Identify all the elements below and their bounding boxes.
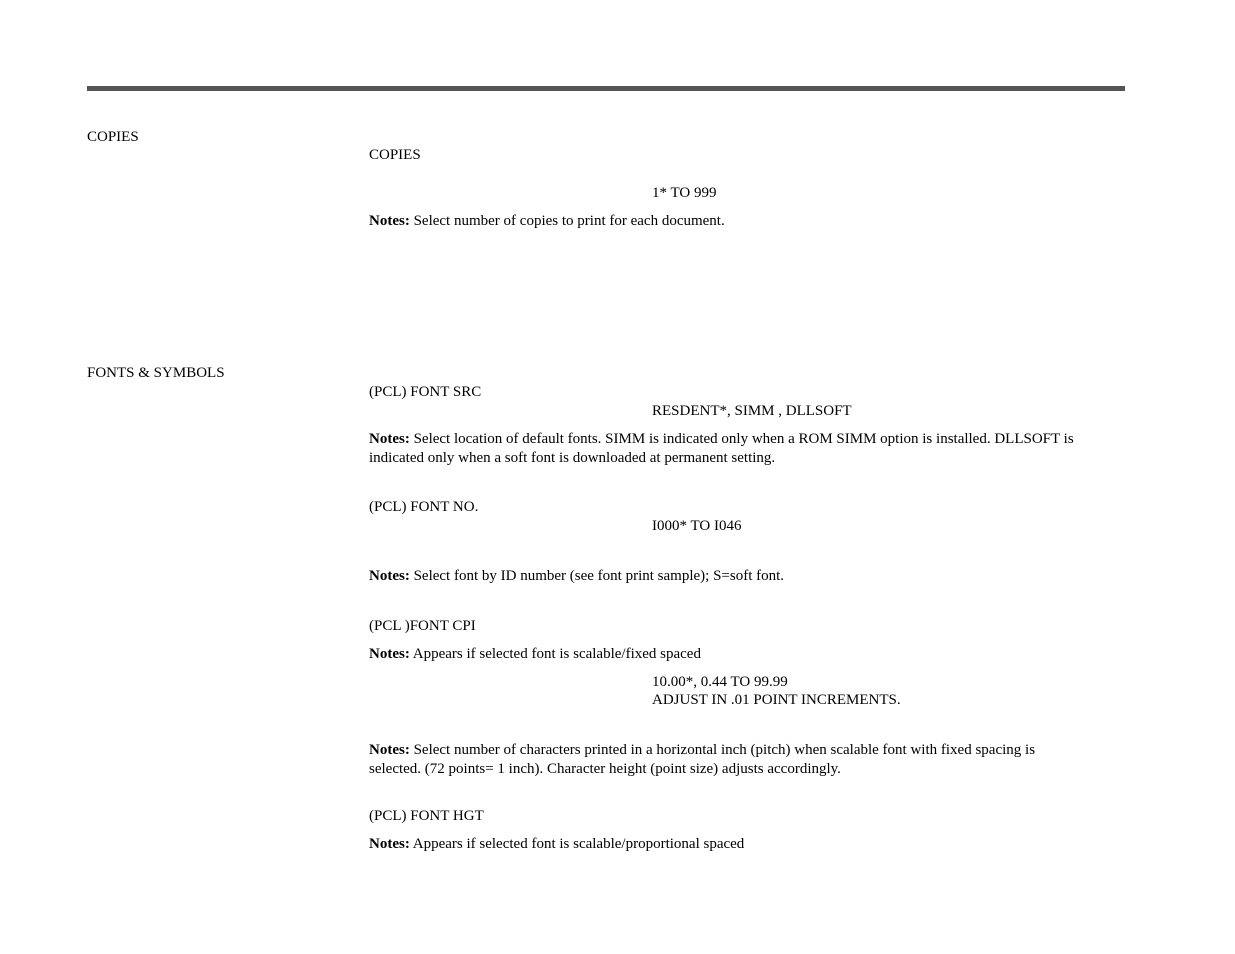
header-rule [87,86,1125,91]
notes-label: Notes: [369,836,410,852]
section-heading-fonts: FONTS & SYMBOLS [87,365,225,381]
notes-copies [369,212,1089,231]
notes-label: Notes: [369,742,410,758]
setting-values-font-src: RESDENT*, SIMM , DLLSOFT [652,403,852,419]
notes-label: Notes: [369,646,410,662]
setting-values-font-cpi: 10.00*, 0.44 TO 99.99 [652,674,788,690]
notes-font-src [369,430,1089,468]
notes-text: Select number of characters printed in a horizontal inch (pitch) when scalable font with fixed spacing is selected. (72 points= 1 inch). Character height (point size) adjusts accordingly. [369,742,1036,777]
appears-note-font-hgt [369,835,1089,854]
setting-name-font-no: (PCL) FONT NO. [369,499,479,515]
notes-font-cpi [369,741,1089,779]
notes-text: Select font by ID number (see font print sample); S=soft font. [409,568,785,584]
setting-name-font-hgt: (PCL) FONT HGT [369,808,484,824]
notes-label: Notes: [369,213,410,229]
notes-text: Appears if selected font is scalable/proportional spaced [409,836,745,852]
notes-text: Appears if selected font is scalable/fixed spaced [409,646,701,662]
setting-values-copies: 1* TO 999 [652,185,717,201]
setting-values-font-no: I000* TO I046 [652,518,742,534]
setting-name-copies: COPIES [369,147,421,163]
notes-font-no [369,567,1089,586]
setting-name-font-src: (PCL) FONT SRC [369,384,482,400]
appears-note-font-cpi [369,645,1089,664]
notes-text: Select number of copies to print for each document. [409,213,725,229]
notes-label: Notes: [369,568,410,584]
notes-label: Notes: [369,431,410,447]
setting-values-font-cpi-increment: ADJUST IN .01 POINT INCREMENTS. [652,692,901,708]
notes-text: Select location of default fonts. SIMM is indicated only when a ROM SIMM option is installed. DLLSOFT is indicated only when a soft font is downloaded at permanent setting. [369,431,1074,466]
section-heading-copies: COPIES [87,129,139,145]
setting-name-font-cpi: (PCL )FONT CPI [369,618,476,634]
